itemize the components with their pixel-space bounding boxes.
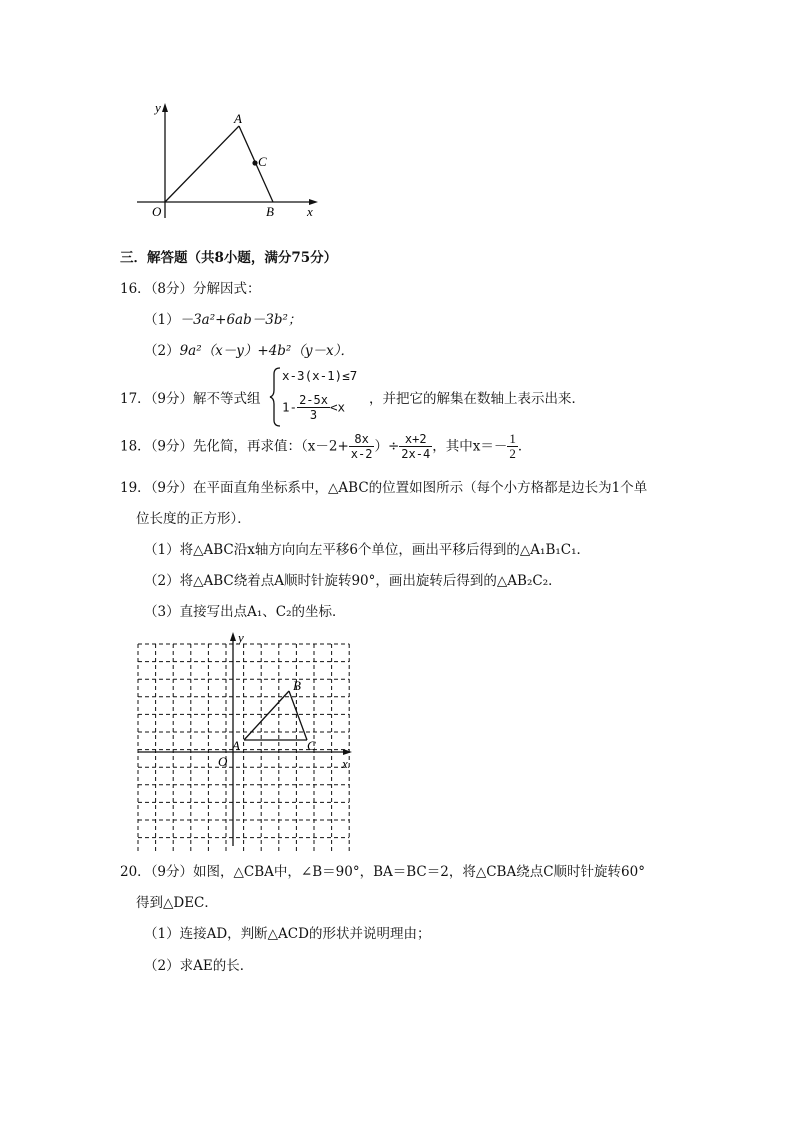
question-19 xyxy=(120,479,647,497)
q17-text: 解不等式组 xyxy=(193,391,261,407)
dashed-grid xyxy=(138,644,349,852)
q18-frac1-numerator: 8x xyxy=(354,432,369,446)
q17-tail: ，并把它的解集在数轴上表示出来． xyxy=(369,391,585,407)
q16-number: 16． xyxy=(120,281,151,297)
q18-value-denominator: 2 xyxy=(509,446,516,461)
label-b: B xyxy=(266,204,274,219)
label-b: B xyxy=(293,678,301,693)
q20-part2: （2）求AE的长． xyxy=(144,958,254,974)
q16-score: （8分） xyxy=(150,281,194,297)
q18-mid: ）÷ xyxy=(374,438,400,455)
y-axis-arrow xyxy=(230,632,236,641)
q20-text-line2: 得到△DEC． xyxy=(136,895,218,911)
label-a: A xyxy=(234,111,242,126)
q20-part1: （1）连接AD，判断△ACD的形状并说明理由； xyxy=(144,926,431,942)
q19-part3: （3）直接写出点A₁、C₂的坐标． xyxy=(144,604,346,620)
label-c: C xyxy=(258,154,267,169)
q18-text: 先化简，再求值：（x－2+ xyxy=(193,438,349,455)
label-o: O xyxy=(218,754,228,769)
question-18 xyxy=(120,432,531,461)
figure-triangle-oab xyxy=(135,96,325,224)
q16-part1-expr: －3a²+6ab－3b²； xyxy=(179,312,302,328)
label-y: y xyxy=(155,100,161,115)
point-c xyxy=(252,160,257,165)
q19-text-line1: 在平面直角坐标系中，△ABC的位置如图所示（每个小方格都是边长为1个单 xyxy=(193,480,648,496)
q17-score: （9分） xyxy=(150,391,194,407)
q18-value-numerator: 1 xyxy=(509,431,516,446)
figure-grid-abc xyxy=(128,628,360,852)
q18-tail: ，其中x＝－ xyxy=(432,438,508,455)
q17-inequality-1: x-3(x-1)≤7 xyxy=(282,368,358,383)
question-20 xyxy=(120,863,645,881)
label-y: y xyxy=(238,630,244,645)
q16-part2 xyxy=(144,342,354,360)
q19-part2: （2）将△ABC绕着点A顺时针旋转90°，画出旋转后得到的△AB₂C₂． xyxy=(144,573,562,589)
q16-part2-expr: 9a²（x－y）+4b²（y－x）． xyxy=(179,343,354,359)
q19-part1: （1）将△ABC沿x轴方向向左平移6个单位，画出平移后得到的△A₁B₁C₁． xyxy=(144,542,591,558)
q19-number: 19． xyxy=(120,480,151,496)
q18-frac2-denominator: 2x-4 xyxy=(401,447,431,461)
q20-number: 20． xyxy=(120,864,151,880)
q17-ineq2-prefix: 1- xyxy=(282,399,298,415)
question-16 xyxy=(120,280,261,298)
q18-frac2-numerator: x+2 xyxy=(404,432,427,446)
q18-score: （9分） xyxy=(150,438,194,455)
q16-part1-label: （1） xyxy=(144,312,180,328)
label-c: C xyxy=(307,738,316,753)
q18-number: 18． xyxy=(120,438,151,455)
section-heading: 三．解答题（共8小题，满分75分） xyxy=(120,250,338,266)
x-axis-arrow xyxy=(343,749,352,755)
segment-oa xyxy=(165,126,239,202)
q18-frac1-denominator: x-2 xyxy=(350,447,373,461)
label-o: O xyxy=(152,204,162,219)
y-axis-arrow xyxy=(162,103,168,112)
q20-text-line1: 如图，△CBA中，∠B＝90°，BA＝BC＝2，将△CBA绕点C顺时针旋转60° xyxy=(193,864,645,880)
q19-score: （9分） xyxy=(150,480,194,496)
q17-brace xyxy=(268,366,282,428)
q17-inequality-2 xyxy=(282,393,345,422)
question-17 xyxy=(120,390,261,408)
q17-number: 17． xyxy=(120,391,151,407)
q17-ineq2-suffix: <x xyxy=(329,399,346,415)
segment-bc xyxy=(289,691,307,740)
segment-ab xyxy=(244,691,289,740)
q16-part1 xyxy=(144,311,301,329)
q17-ineq2-denominator: 3 xyxy=(297,407,330,422)
q16-part2-label: （2） xyxy=(144,343,180,359)
q20-score: （9分） xyxy=(150,864,194,880)
q18-end: ． xyxy=(517,438,532,455)
q19-text-line2: 位长度的正方形）． xyxy=(136,511,251,527)
q16-text: 分解因式： xyxy=(193,281,261,297)
label-x: x xyxy=(342,756,348,771)
q17-ineq2-numerator: 2-5x xyxy=(299,393,328,407)
label-x: x xyxy=(307,204,313,219)
label-a: A xyxy=(232,738,240,753)
